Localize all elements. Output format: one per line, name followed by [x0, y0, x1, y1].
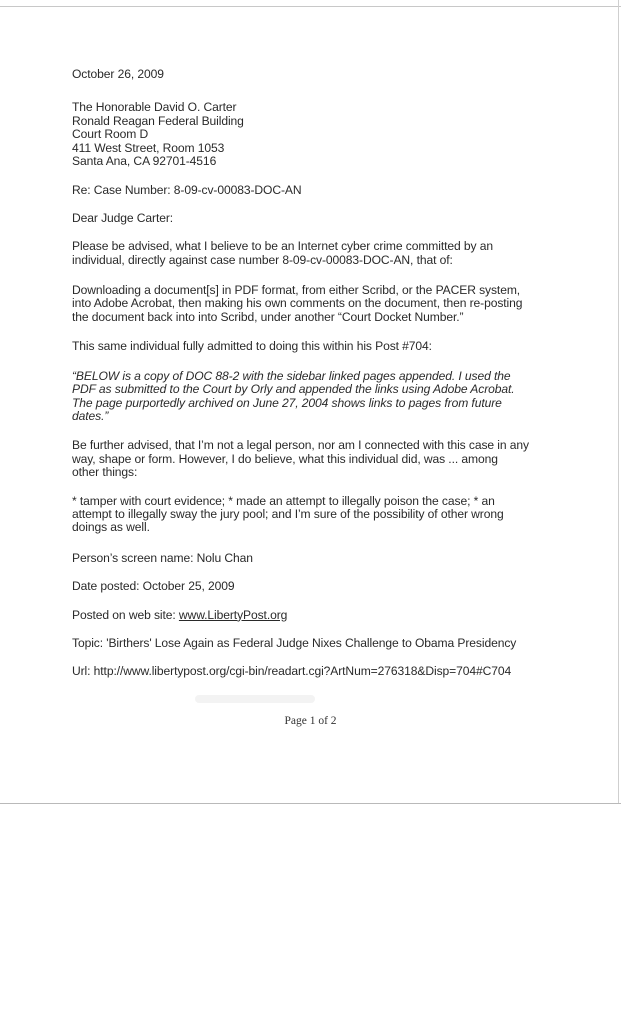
allegations-list: * tamper with court evidence; * made an attempt to illegally poison the case; * an attempt to illegally sway the jury pool; and I’m sure of the possibility of other wrong doings as well. — [72, 493, 504, 535]
letter-date: October 26, 2009 — [72, 67, 164, 81]
intro-paragraph: Please be advised, what I believe to be an Internet cyber crime committed by an individual, directly against case number 8-09-cv-00083-DOC-AN, that of: — [72, 239, 493, 267]
admission-paragraph: This same individual fully admitted to doing this within his Post #704: — [72, 339, 432, 354]
quoted-post: “BELOW is a copy of DOC 88-2 with the sidebar linked pages appended. I used the PDF as submitted to the Court by Orly and appended the links using Adobe Acrobat. The page purportedly archived on June 27, 2004 shows links to pages from future dates.” — [72, 368, 515, 423]
letter-body — [72, 68, 552, 679]
advisory-paragraph: Be further advised, that I’m not a legal person, nor am I connected with this case in any way, shape or form. However, I do believe, what this individual did, was ... among other things: — [72, 438, 529, 480]
scan-top-edge-line — [0, 6, 621, 7]
posted-site-line — [72, 609, 552, 622]
scan-smudge — [195, 695, 315, 703]
posted-site-label: Posted on web site: — [72, 607, 179, 622]
page-number: Page 1 of 2 — [284, 715, 337, 727]
case-reference: Re: Case Number: 8-09-cv-00083-DOC-AN — [72, 183, 302, 198]
salutation: Dear Judge Carter: — [72, 210, 174, 225]
downloading-paragraph: Downloading a document[s] in PDF format, from either Scribd, or the PACER system, into Adobe Acrobat, then making his own comments on the document, then re-posting the document back into into Scribd, under another “Court Docket Number.” — [72, 283, 523, 324]
liberty-post-link[interactable]: www.LibertyPost.org — [178, 607, 288, 622]
screen-name-line: Person’s screen name: Nolu Chan — [72, 550, 253, 565]
date-posted-line: Date posted: October 25, 2009 — [72, 579, 235, 594]
url-line: Url: http://www.libertypost.org/cgi-bin/readart.cgi?ArtNum=276318&Disp=704#C704 — [72, 664, 512, 679]
page-bottom-edge — [0, 803, 621, 804]
topic-line: Topic: 'Birthers' Lose Again as Federal Judge Nixes Challenge to Obama Presidency — [72, 635, 517, 650]
recipient-address: The Honorable David O. Carter Ronald Reagan Federal Building Court Room D 411 West Street, Room 1053 Santa Ana, CA 92701-4516 — [72, 100, 244, 169]
page-right-edge — [618, 0, 619, 803]
